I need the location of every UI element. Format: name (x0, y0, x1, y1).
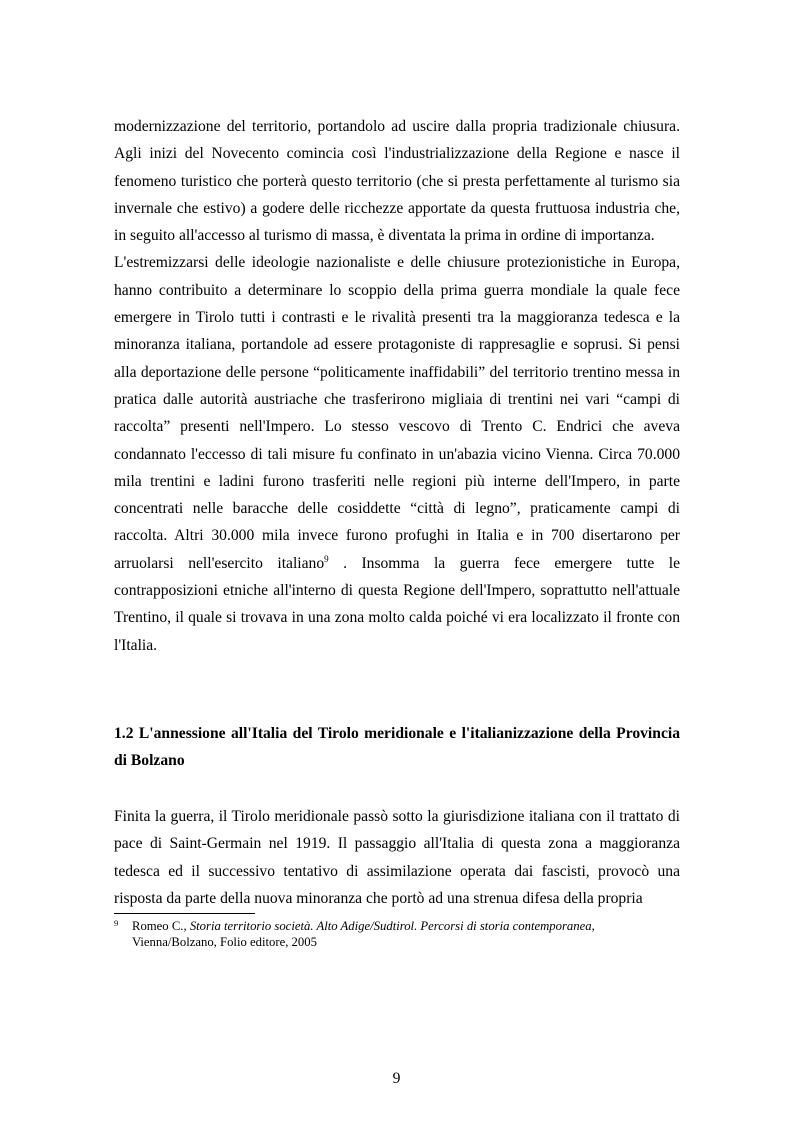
footnote-title: Storia territorio società. Alto Adige/Sudtirol. Percorsi di storia contemporanea, (189, 919, 595, 933)
footnote-publisher: Vienna/Bolzano, Folio editore, 2005 (132, 935, 317, 949)
footnote-reference: 9 (324, 553, 329, 564)
footnote-author: Romeo C., (132, 919, 190, 933)
text-block-upper (114, 113, 680, 659)
page-number: 9 (392, 1070, 401, 1087)
paragraph-1: modernizzazione del territorio, portandolo ad uscire dalla propria tradizionale chiusura. Agli inizi del Novecento comincia così l'industrializzazione della Regione e nasce il fenomeno turistico che porterà questo territorio (che si presta perfettamente al turismo sia invernale che estivo) a godere delle ricchezze apportate da questa fruttuosa industria che, in seguito all'accesso al turismo di massa, è diventata la prima in ordine di importanza. (114, 118, 680, 245)
paragraph-2 (114, 249, 680, 658)
paragraph-2-text-a: L'estremizzarsi delle ideologie nazionaliste e delle chiusure protezionistiche in Europa, hanno contribuito a determinare lo scoppio della prima guerra mondiale la quale fece emergere in Tirolo tutti i contrasti e le rivalità presenti tra la maggioranza tedesca e la minoranza italiana, portandole ad essere protagoniste di rappresaglie e soprusi. Si pensi alla deportazione delle persone “politicamente inaffidabili” del territorio trentino messa in pratica dalle autorità austriache che trasferirono migliaia di trentini nei vari “campi di raccolta” presenti nell'Impero. Lo stesso vescovo di Trento C. Endrici che aveva condannato l'eccesso di tali misure fu confinato in un'abazia vicino Vienna. Circa 70.000 mila trentini e ladini furono trasferiti nelle regioni più interne dell'Impero, in parte concentrati nelle baracche delle cosiddette “città di legno”, praticamente campi di raccolta. Altri 30.000 mila invece furono profughi in Italia e in 700 disertarono per arruolarsi nell'esercito italiano (114, 254, 680, 572)
footnote-separator (114, 913, 255, 914)
section-heading: 1.2 L'annessione all'Italia del Tirolo meridionale e l'italianizzazione della Provincia di Bolzano (114, 725, 680, 769)
text-block-lower (114, 803, 680, 912)
paragraph-3: Finita la guerra, il Tirolo meridionale passò sotto la giurisdizione italiana con il trattato di pace di Saint-Germain nel 1919. Il passaggio all'Italia di questa zona a maggioranza tedesca ed il successivo tentativo di assimilazione operata dai fascisti, provocò una risposta da parte della nuova minoranza che portò ad una strenua difesa della propria (114, 808, 680, 907)
paragraph-2-text-b: . Insomma la guerra fece emergere tutte le contrapposizioni etniche all'interno di questa Regione dell'Impero, soprattutto nell'attuale Trentino, il quale si trovava in una zona molto calda poiché vi era localizzato il fronte con l'Italia. (114, 554, 680, 654)
footnote-text (132, 918, 672, 950)
footnote-number: 9 (114, 918, 119, 928)
